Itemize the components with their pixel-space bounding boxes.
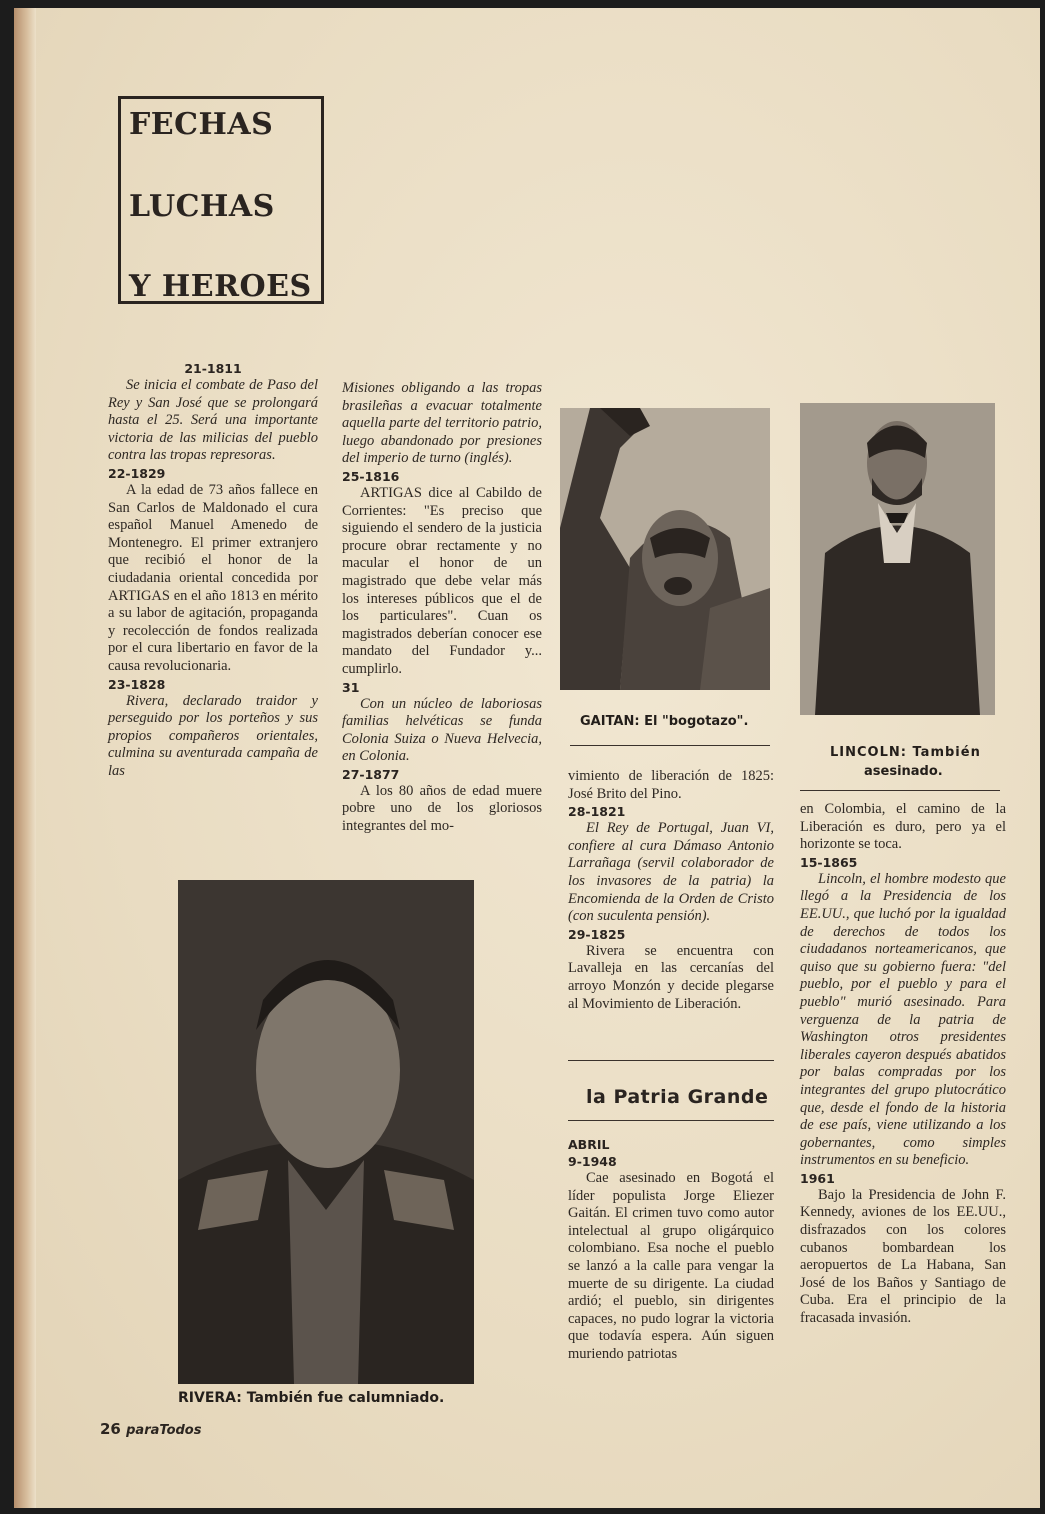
title-box: [118, 96, 324, 304]
article-text: en Colombia, el camino de la Liberación es duro, pero ya el horizonte se toca.: [800, 801, 1006, 853]
article-text: A la edad de 73 años fallece en San Carlos de Maldonado el cura español Manuel Amenedo de Montenegro. El primer extranjero que recibió el honor de la ciudadania oriental concedida por ARTIGAS en el año 1813 en mérito a su labor de agitación, propaganda y recolección de fondos realizada por el cura libertario en favor de la causa revolucionaria.: [108, 481, 318, 674]
title-line-3: Y HEROES: [129, 269, 312, 304]
lincoln-portrait: [800, 403, 995, 715]
date-heading: 1961: [800, 1170, 835, 1186]
gaitan-illustration: [560, 408, 770, 690]
article-text: Rivera, declarado traidor y perseguido por los porteños y sus propios compañeros orientales, culmina su aventurada campaña de las: [108, 692, 318, 779]
date-heading: 31: [342, 679, 360, 695]
column-3: [568, 768, 774, 1013]
column-2: [342, 380, 542, 836]
column-3-lower: [568, 1136, 774, 1364]
article-text: Con un núcleo de laboriosas familias helvéticas se funda Colonia Suiza o Nueva Helvecia, en Colonia.: [342, 695, 542, 765]
divider-line: [568, 1120, 774, 1121]
rivera-drawing: [178, 880, 474, 1384]
article-text: A los 80 años de edad muere pobre uno de los gloriosos integrantes del mo-: [342, 782, 542, 835]
article-text: Lincoln, el hombre modesto que llegó a la Presidencia de los EE.UU., que luchó por la igualdad de derechos de todos los ciudadanos norteamericanos, que quiso que su gobierno fuera: "del pueblo, por el pueblo y para el pueblo" murió asesinado. Para verguenza de la patria de Washington otros presidentes liberales cayeron después abatidos por balas compradas por los integrantes del grupo plutocrático que, desde el fondo de la historia de ese país, viene utilizando a los gobernantes, como simples instrumentos en su beneficio.: [800, 870, 1006, 1169]
date-heading: 27-1877: [342, 766, 400, 782]
date-heading: 21-1811: [184, 361, 242, 376]
page-number: 26: [100, 1420, 121, 1438]
article-text: El Rey de Portugal, Juan VI, confiere al cura Dámaso Antonio Larrañaga (servil colaborador de los invasores de la patria) la Encomienda de la Orden de Cristo (con suculenta pensión).: [568, 820, 774, 925]
article-text: Se inicia el combate de Paso del Rey y San José que se prolongará hasta el 25. Será una importante victoria de las milicias del pueblo contra las tropas represoras.: [108, 377, 318, 464]
article-text: Rivera se encuentra con Lavalleja en las cercanías del arroyo Monzón y decide plegarse al Movimiento de Liberación.: [568, 942, 774, 1012]
divider-line: [568, 1060, 774, 1061]
date-heading: 29-1825: [568, 926, 626, 942]
title-line-1: FECHAS: [129, 107, 274, 142]
article-text: Misiones obligando a las tropas brasileñas a evacuar totalmente aquella parte del territorio patrio, luego abandonado por presiones del imperio de turno (inglés).: [342, 380, 542, 467]
date-heading: 15-1865: [800, 854, 858, 870]
magazine-page: [14, 8, 1040, 1508]
article-text: vimiento de liberación de 1825: José Brito del Pino.: [568, 768, 774, 802]
section-heading: la Patria Grande: [586, 1086, 769, 1108]
page-folio: [100, 1420, 201, 1438]
date-heading: 9-1948: [568, 1154, 617, 1169]
date-heading: 28-1821: [568, 804, 626, 820]
article-text: Cae asesinado en Bogotá el líder populista Jorge Eliezer Gaitán. El crimen tuvo como autor intelectual al grupo oligárquico colombiano. Esa noche el pueblo se lanzó a la calle para vengar la muerte de su dirigente. La ciudad ardió; el pueblo, sin dirigentes capaces, no pudo lograr la victoria que todavía espera. Aún siguen muriendo patriotas: [568, 1170, 774, 1362]
date-heading: 22-1829: [108, 465, 166, 481]
title-line-2: LUCHAS: [129, 189, 275, 224]
magazine-name: paraTodos: [126, 1423, 202, 1438]
page-spine-shadow: [14, 8, 36, 1508]
article-text: ARTIGAS dice al Cabildo de Corrientes: "Es preciso que siguiendo el sendero de la justicia procure obrar rectamente y no macular el honor de un magistrado que debe velar más los intereses públicos que el de los particulares". Cuan os magistrados deberían conocer ese mandato del Fundador y... cumplirlo.: [342, 484, 542, 677]
lincoln-caption-line-1: LINCOLN: También: [830, 745, 981, 760]
gaitan-caption: GAITAN: El "bogotazo".: [580, 714, 749, 729]
column-4: [800, 801, 1006, 1328]
column-1: [108, 360, 318, 780]
article-text: Bajo la Presidencia de John F. Kennedy, aviones de los EE.UU., disfrazados con los colores cubanos bombardean los aeropuertos de La Habana, San José de los Baños y Santiago de Cuba. Era el principio de la fracasada invasión.: [800, 1186, 1006, 1327]
month-heading: ABRIL: [568, 1137, 610, 1152]
date-heading: 23-1828: [108, 676, 166, 692]
divider-line: [570, 745, 770, 746]
date-heading: 25-1816: [342, 468, 400, 484]
gaitan-drawing: [560, 408, 770, 690]
rivera-portrait: [178, 880, 474, 1384]
rivera-caption: RIVERA: También fue calumniado.: [178, 1390, 445, 1406]
divider-line: [800, 790, 1000, 791]
lincoln-drawing: [800, 403, 995, 715]
lincoln-caption-line-2: asesinado.: [864, 764, 943, 779]
